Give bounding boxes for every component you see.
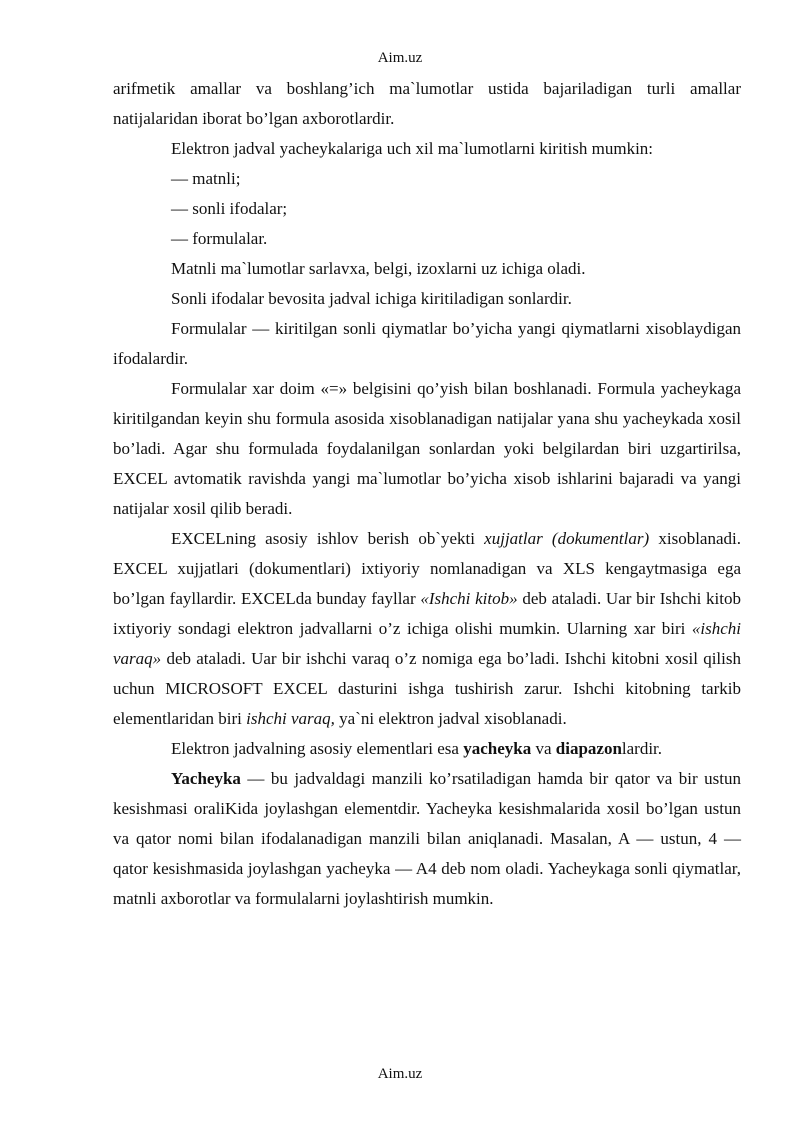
text-run: Elektron jadvalning asosiy elementlari esa xyxy=(171,739,464,758)
list-item: — matnli; xyxy=(171,169,241,188)
text-run: ya`ni elektron jadval xisoblanadi. xyxy=(334,709,567,728)
paragraph: Elektron jadval yacheykalariga uch xil ma`lumotlarni kiritish mumkin: xyxy=(171,139,654,158)
paragraph: Formulalar — kiritilgan sonli qiymatlar bo’yicha yangi qiymatlarni xisoblaydigan ifodalardir. xyxy=(113,319,741,368)
paragraph xyxy=(113,764,741,914)
paragraph: Matnli ma`lumotlar sarlavxa, belgi, izoxlarni uz ichiga oladi. xyxy=(171,259,586,278)
text-run: deb ataladi. Uar bir ishchi varaq o’z nomiga ega bo’ladi. Ishchi kitobni xosil qilish uchun MICROSOFT EXCEL dasturini ishga tushirish zarur. Ishchi kitobning tarkib elementlaridan biri xyxy=(113,649,741,728)
paragraph: arifmetik amallar va boshlang’ich ma`lumotlar ustida bajariladigan turli amallar natijalaridan iborat bo’lgan axborotlardir. xyxy=(113,79,741,128)
paragraph xyxy=(113,734,741,764)
page-body xyxy=(113,74,741,914)
text-run: EXCELning asosiy ishlov berish ob`yekti xyxy=(171,529,485,548)
list-item: — sonli ifodalar; xyxy=(171,199,288,218)
bold-term: diapazon xyxy=(555,739,622,758)
italic-term: «Ishchi kitob» xyxy=(420,589,518,608)
italic-term: ishchi varaq, xyxy=(246,709,335,728)
text-run: deb ataladi. Uar bir Ishchi kitob ixtiyoriy sondagi elektron jadvallarni o’z ichiga olishi mumkin. Ularning xar biri xyxy=(113,589,741,638)
text-run: xisoblanadi. EXCEL xujjatlari (dokumentlari) ixtiyoriy nomlanadigan va XLS kengaytmasiga ega bo’lgan fayllardir. EXCELda bunday fayllar xyxy=(113,529,741,608)
paragraph: Formulalar xar doim «=» belgisini qo’yish bilan boshlanadi. Formula yacheykaga kiritilgandan keyin shu formula asosida xisoblanadigan natijalar yana shu yacheykada xosil bo’ladi. Agar shu formulada foydalanilgan sonlardan yoki belgilardan biri uzgartirilsa, EXCEL avtomatik ravishda yangi ma`lumotlar bo’yicha xisob ishlarini bajaradi va yangi natijalar xosil qilib beradi. xyxy=(113,379,741,518)
list-item: — formulalar. xyxy=(171,229,268,248)
italic-term: xujjatlar (dokumentlar) xyxy=(484,529,650,548)
paragraph xyxy=(113,524,741,734)
page-header: Aim.uz xyxy=(377,50,423,66)
text-run: va xyxy=(531,739,556,758)
paragraph: Sonli ifodalar bevosita jadval ichiga kiritiladigan sonlardir. xyxy=(171,289,572,308)
bold-term: yacheyka xyxy=(463,739,532,758)
text-run: lardir. xyxy=(621,739,663,758)
page-footer: Aim.uz xyxy=(377,1066,423,1082)
italic-term: «ishchi varaq» xyxy=(113,619,741,668)
bold-term: Yacheyka xyxy=(171,769,241,788)
text-run: — bu jadvaldagi manzili ko’rsatiladigan hamda bir qator va bir ustun kesishmasi oraliKida joylashgan elementdir. Yacheyka kesishmalarida xosil bo’lgan ustun va qator nomi bilan ifodalanadigan manzili bilan aniqlanadi. Masalan, A — ustun, 4 — qator kesishmasida joylashgan yacheyka — A4 deb nom oladi. Yacheykaga sonli qiymatlar, matnli axborotlar va formulalarni joylashtirish mumkin. xyxy=(113,769,741,908)
